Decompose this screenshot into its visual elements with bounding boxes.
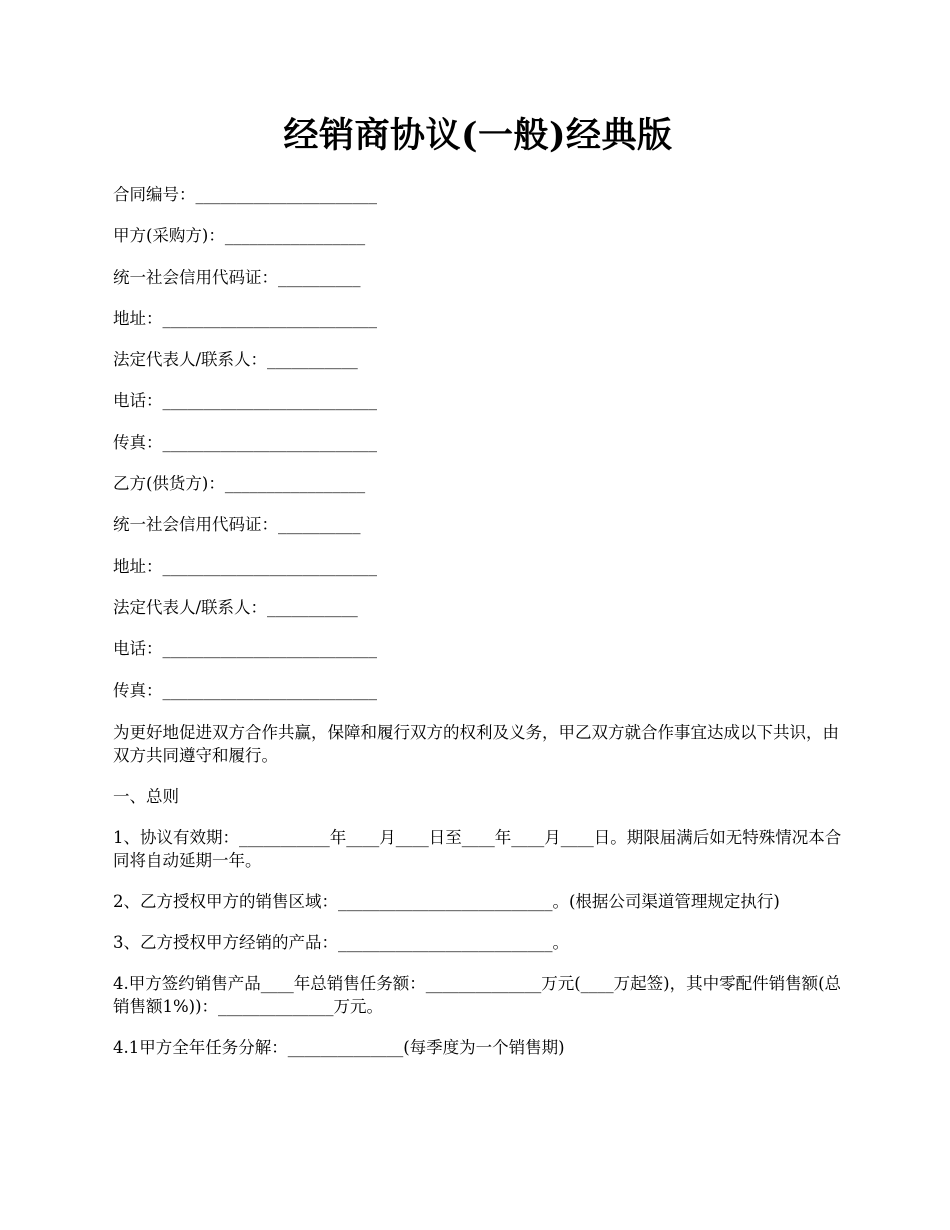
clause-annual-task-breakdown: 4.1甲方全年任务分解：______________(每季度为一个销售期) [113, 1037, 565, 1057]
document-page [113, 112, 843, 1077]
party-b-fax-field: 传真：__________________________ [113, 680, 377, 700]
party-a-credit-code-field: 统一社会信用代码证：__________ [113, 267, 361, 287]
party-a-representative-field: 法定代表人/联系人：___________ [113, 350, 358, 370]
party-b-credit-code-field: 统一社会信用代码证：__________ [113, 515, 361, 535]
contract-number-field: 合同编号：______________________ [113, 185, 377, 204]
clause-validity-period: 1、协议有效期：___________年____月____日至____年____月____日。期限届满后如无特殊情况本合同将自动延期一年。 [113, 827, 842, 870]
party-a-phone-field: 电话：__________________________ [113, 391, 377, 411]
party-b-phone-field: 电话：__________________________ [113, 639, 377, 659]
party-b-representative-field: 法定代表人/联系人：___________ [113, 597, 358, 617]
section-heading-general: 一、总则 [113, 786, 179, 806]
party-a-address-field: 地址：__________________________ [113, 308, 377, 328]
party-b-address-field: 地址：__________________________ [113, 556, 377, 576]
party-a-fax-field: 传真：__________________________ [113, 432, 377, 452]
party-b-name-field: 乙方(供货方)：_________________ [113, 474, 366, 494]
document-title: 经销商协议(一般)经典版 [283, 115, 673, 156]
clause-authorized-products: 3、乙方授权甲方经销的产品：__________________________。 [113, 932, 569, 952]
clause-sales-target: 4.甲方签约销售产品____年总销售任务额：______________万元(____万起签)，其中零配件销售额(总销售额1%))：______________万元。 [113, 973, 842, 1016]
clause-sales-region: 2、乙方授权甲方的销售区域：__________________________。(根据公司渠道管理规定执行) [113, 891, 780, 911]
party-a-name-field: 甲方(采购方)：_________________ [113, 226, 366, 246]
intro-paragraph: 为更好地促进双方合作共赢，保障和履行双方的权利及义务，甲乙双方就合作事宜达成以下共识，由双方共同遵守和履行。 [113, 722, 839, 765]
